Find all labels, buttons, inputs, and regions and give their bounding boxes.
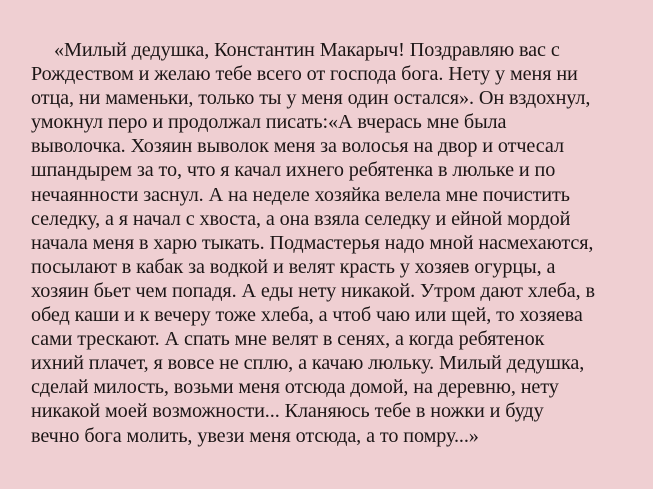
text-line: никакой моей возможности... Кланяюсь тебе в ножки и буду bbox=[31, 400, 544, 423]
text-line: посылают в кабак за водкой и велят красть у хозяев огурцы, а bbox=[31, 255, 556, 278]
text-line: нечаянности заснул. А на неделе хозяйка велела мне почистить bbox=[31, 183, 570, 206]
letter-text-block bbox=[31, 38, 646, 448]
text-line: шпандырем за то, что я качал ихнего ребятенка в люльке и по bbox=[31, 159, 556, 182]
text-line: умокнул перо и продолжал писать:«А вчерась мне была bbox=[31, 111, 507, 134]
text-line: сделай милость, возьми меня отсюда домой, на деревню, нету bbox=[31, 376, 559, 399]
text-line: вечно бога молить, увези меня отсюда, а то помру...» bbox=[31, 424, 479, 447]
text-line: селедку, а я начал с хвоста, а она взяла селедку и ейной мордой bbox=[31, 207, 571, 230]
text-line: «Милый дедушка, Константин Макарыч! Поздравляю вас с bbox=[54, 39, 560, 61]
text-line: Рождеством и желаю тебе всего от господа бога. Нету у меня ни bbox=[31, 63, 578, 86]
text-line: сами трескают. А спать мне велят в сенях, а когда ребятенок bbox=[31, 328, 545, 351]
text-line: обед каши и к вечеру тоже хлеба, а чтоб чаю или щей, то хозяева bbox=[31, 304, 583, 327]
text-line: хозяин бьет чем попадя. А еды нету никакой. Утром дают хлеба, в bbox=[31, 279, 595, 302]
text-line: ихний плачет, я вовсе не сплю, а качаю люльку. Милый дедушка, bbox=[31, 352, 585, 375]
text-line: отца, ни маменьки, только ты у меня один остался». Он вздохнул, bbox=[31, 87, 591, 110]
text-line: начала меня в харю тыкать. Подмастерья надо мной насмехаются, bbox=[31, 231, 594, 254]
text-line: выволочка. Хозяин выволок меня за волосья на двор и отчесал bbox=[31, 135, 564, 158]
